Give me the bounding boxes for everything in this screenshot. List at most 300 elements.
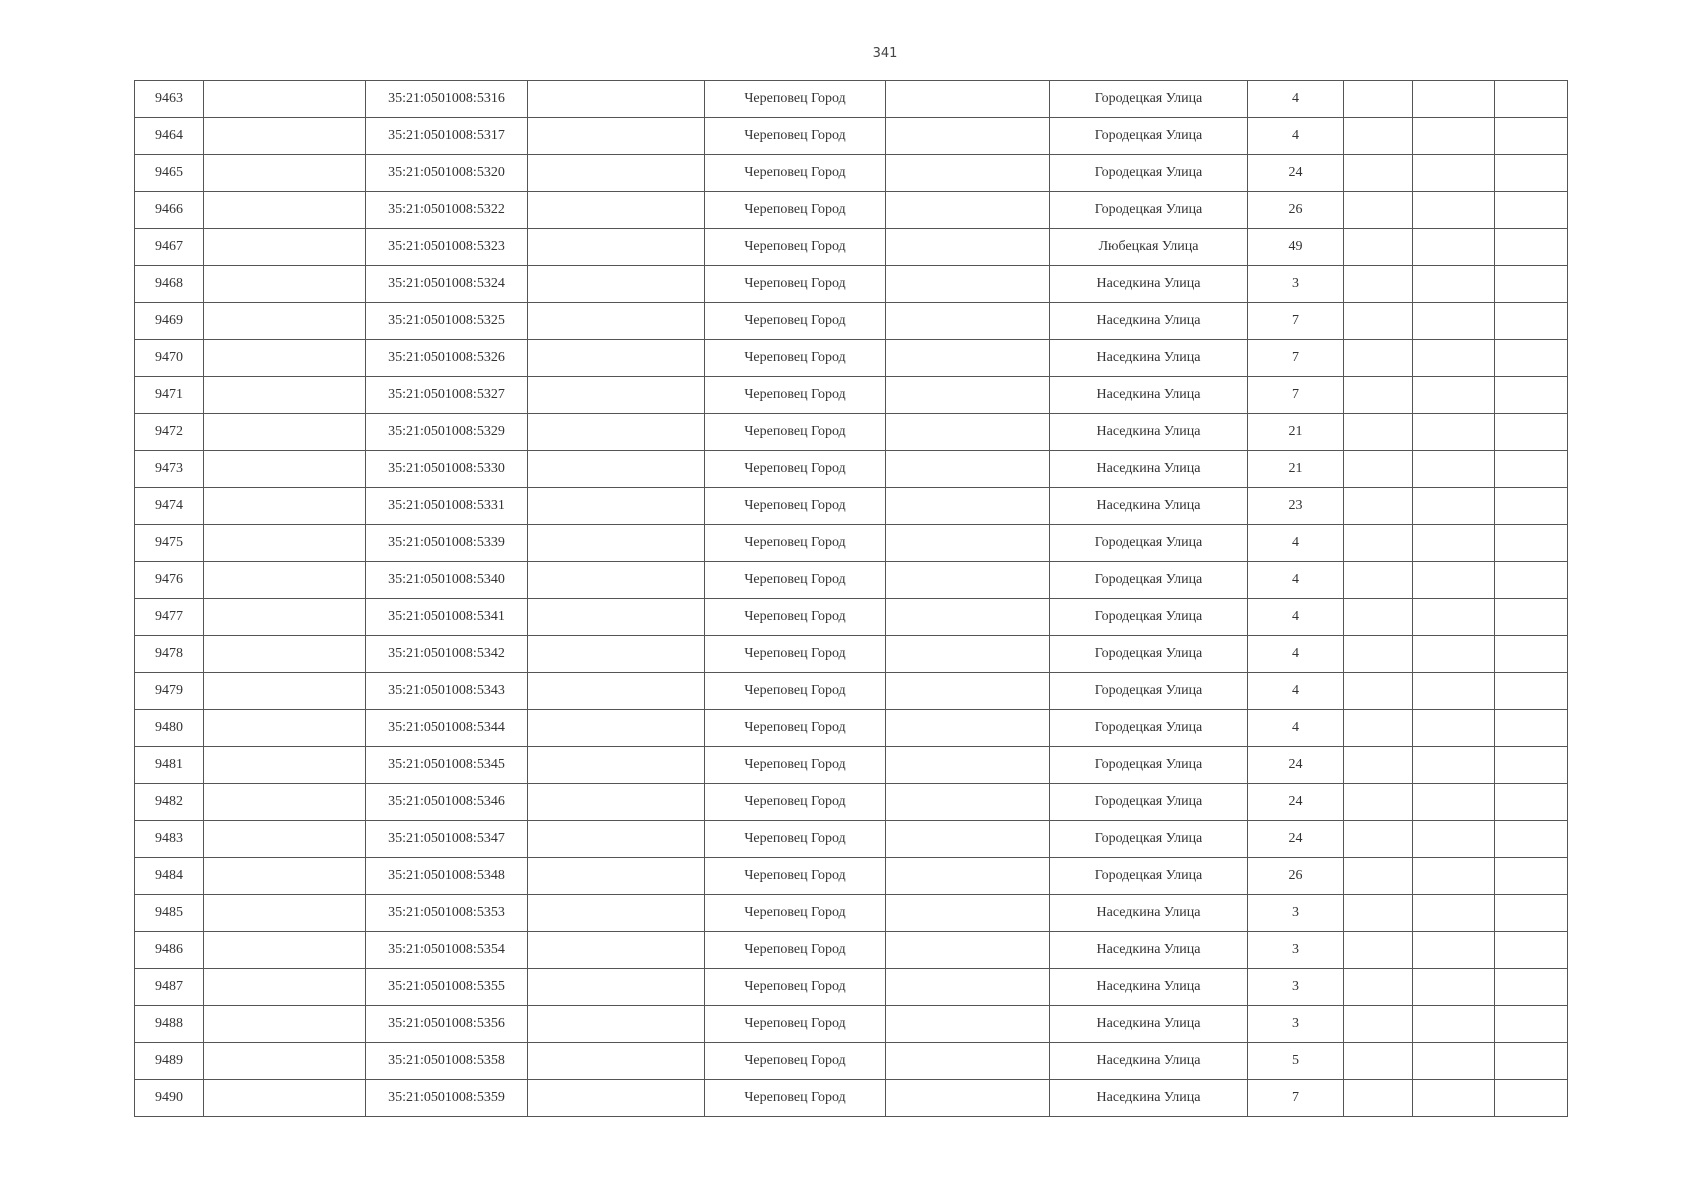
empty-cell [1413, 118, 1495, 155]
empty-cell [1495, 562, 1568, 599]
empty-cell [1413, 1006, 1495, 1043]
empty-cell [1344, 192, 1413, 229]
empty-cell [886, 1006, 1050, 1043]
city-cell: Череповец Город [705, 710, 886, 747]
empty-cell [1413, 340, 1495, 377]
empty-cell [886, 932, 1050, 969]
empty-cell [886, 192, 1050, 229]
empty-cell [528, 81, 705, 118]
cadastral-number-cell: 35:21:0501008:5359 [366, 1080, 528, 1117]
empty-cell [1413, 858, 1495, 895]
row-number-cell: 9480 [135, 710, 204, 747]
row-number-cell: 9465 [135, 155, 204, 192]
empty-cell [886, 266, 1050, 303]
empty-cell [204, 673, 366, 710]
empty-cell [1344, 747, 1413, 784]
city-cell: Череповец Город [705, 488, 886, 525]
empty-cell [1344, 636, 1413, 673]
table-row [135, 784, 1568, 821]
street-cell: Наседкина Улица [1050, 303, 1248, 340]
house-number-cell: 4 [1248, 710, 1344, 747]
table-row [135, 377, 1568, 414]
empty-cell [1413, 1043, 1495, 1080]
empty-cell [204, 192, 366, 229]
city-cell: Череповец Город [705, 636, 886, 673]
empty-cell [1344, 673, 1413, 710]
empty-cell [1344, 81, 1413, 118]
city-cell: Череповец Город [705, 1080, 886, 1117]
row-number-cell: 9463 [135, 81, 204, 118]
city-cell: Череповец Город [705, 229, 886, 266]
empty-cell [1495, 340, 1568, 377]
empty-cell [528, 377, 705, 414]
empty-cell [204, 1080, 366, 1117]
empty-cell [528, 1006, 705, 1043]
empty-cell [1413, 969, 1495, 1006]
cadastral-number-cell: 35:21:0501008:5358 [366, 1043, 528, 1080]
empty-cell [1495, 599, 1568, 636]
city-cell: Череповец Город [705, 932, 886, 969]
empty-cell [1344, 562, 1413, 599]
city-cell: Череповец Город [705, 525, 886, 562]
empty-cell [204, 562, 366, 599]
street-cell: Наседкина Улица [1050, 340, 1248, 377]
house-number-cell: 24 [1248, 155, 1344, 192]
empty-cell [204, 118, 366, 155]
city-cell: Череповец Город [705, 192, 886, 229]
city-cell: Череповец Город [705, 821, 886, 858]
empty-cell [204, 784, 366, 821]
row-number-cell: 9477 [135, 599, 204, 636]
empty-cell [1495, 192, 1568, 229]
table-row [135, 821, 1568, 858]
city-cell: Череповец Город [705, 673, 886, 710]
empty-cell [1413, 710, 1495, 747]
empty-cell [528, 673, 705, 710]
city-cell: Череповец Город [705, 414, 886, 451]
empty-cell [204, 895, 366, 932]
empty-cell [886, 377, 1050, 414]
table-row [135, 1006, 1568, 1043]
empty-cell [1344, 488, 1413, 525]
empty-cell [1413, 488, 1495, 525]
empty-cell [886, 155, 1050, 192]
empty-cell [528, 488, 705, 525]
street-cell: Наседкина Улица [1050, 451, 1248, 488]
empty-cell [528, 821, 705, 858]
empty-cell [1344, 414, 1413, 451]
empty-cell [1495, 1080, 1568, 1117]
house-number-cell: 3 [1248, 969, 1344, 1006]
empty-cell [528, 784, 705, 821]
empty-cell [204, 451, 366, 488]
table-row [135, 932, 1568, 969]
empty-cell [204, 747, 366, 784]
cadastral-number-cell: 35:21:0501008:5322 [366, 192, 528, 229]
street-cell: Городецкая Улица [1050, 562, 1248, 599]
row-number-cell: 9484 [135, 858, 204, 895]
empty-cell [1344, 821, 1413, 858]
cadastral-number-cell: 35:21:0501008:5326 [366, 340, 528, 377]
empty-cell [528, 562, 705, 599]
row-number-cell: 9485 [135, 895, 204, 932]
table-row [135, 266, 1568, 303]
row-number-cell: 9486 [135, 932, 204, 969]
row-number-cell: 9488 [135, 1006, 204, 1043]
empty-cell [886, 562, 1050, 599]
street-cell: Наседкина Улица [1050, 1043, 1248, 1080]
empty-cell [1344, 895, 1413, 932]
row-number-cell: 9476 [135, 562, 204, 599]
city-cell: Череповец Город [705, 377, 886, 414]
table-row [135, 599, 1568, 636]
empty-cell [1413, 451, 1495, 488]
empty-cell [528, 932, 705, 969]
empty-cell [1413, 895, 1495, 932]
table-row [135, 969, 1568, 1006]
cadastral-number-cell: 35:21:0501008:5354 [366, 932, 528, 969]
cadastral-number-cell: 35:21:0501008:5347 [366, 821, 528, 858]
table-body [135, 81, 1568, 1117]
street-cell: Наседкина Улица [1050, 1080, 1248, 1117]
empty-cell [886, 81, 1050, 118]
empty-cell [1344, 525, 1413, 562]
empty-cell [1495, 1043, 1568, 1080]
street-cell: Городецкая Улица [1050, 155, 1248, 192]
house-number-cell: 7 [1248, 303, 1344, 340]
row-number-cell: 9475 [135, 525, 204, 562]
empty-cell [204, 1043, 366, 1080]
empty-cell [886, 451, 1050, 488]
empty-cell [204, 229, 366, 266]
city-cell: Череповец Город [705, 303, 886, 340]
city-cell: Череповец Город [705, 451, 886, 488]
cadastral-number-cell: 35:21:0501008:5344 [366, 710, 528, 747]
empty-cell [1344, 710, 1413, 747]
empty-cell [528, 895, 705, 932]
empty-cell [886, 229, 1050, 266]
cadastral-number-cell: 35:21:0501008:5355 [366, 969, 528, 1006]
street-cell: Городецкая Улица [1050, 81, 1248, 118]
empty-cell [204, 599, 366, 636]
house-number-cell: 4 [1248, 525, 1344, 562]
cadastral-number-cell: 35:21:0501008:5330 [366, 451, 528, 488]
empty-cell [204, 155, 366, 192]
row-number-cell: 9489 [135, 1043, 204, 1080]
empty-cell [1495, 969, 1568, 1006]
row-number-cell: 9467 [135, 229, 204, 266]
empty-cell [204, 488, 366, 525]
city-cell: Череповец Город [705, 747, 886, 784]
house-number-cell: 4 [1248, 636, 1344, 673]
city-cell: Череповец Город [705, 81, 886, 118]
house-number-cell: 24 [1248, 821, 1344, 858]
empty-cell [1344, 266, 1413, 303]
table-row [135, 118, 1568, 155]
cadastral-number-cell: 35:21:0501008:5323 [366, 229, 528, 266]
register-table [134, 80, 1568, 1117]
empty-cell [1344, 784, 1413, 821]
empty-cell [528, 266, 705, 303]
row-number-cell: 9468 [135, 266, 204, 303]
empty-cell [1344, 118, 1413, 155]
empty-cell [886, 303, 1050, 340]
house-number-cell: 49 [1248, 229, 1344, 266]
street-cell: Наседкина Улица [1050, 895, 1248, 932]
street-cell: Городецкая Улица [1050, 858, 1248, 895]
cadastral-number-cell: 35:21:0501008:5325 [366, 303, 528, 340]
empty-cell [886, 673, 1050, 710]
empty-cell [1344, 599, 1413, 636]
empty-cell [886, 414, 1050, 451]
empty-cell [528, 636, 705, 673]
house-number-cell: 3 [1248, 266, 1344, 303]
empty-cell [1495, 784, 1568, 821]
empty-cell [1344, 377, 1413, 414]
row-number-cell: 9474 [135, 488, 204, 525]
row-number-cell: 9483 [135, 821, 204, 858]
empty-cell [1495, 266, 1568, 303]
house-number-cell: 7 [1248, 1080, 1344, 1117]
table-row [135, 1043, 1568, 1080]
empty-cell [528, 451, 705, 488]
row-number-cell: 9464 [135, 118, 204, 155]
city-cell: Череповец Город [705, 1043, 886, 1080]
empty-cell [204, 710, 366, 747]
empty-cell [886, 821, 1050, 858]
table-row [135, 192, 1568, 229]
empty-cell [1344, 155, 1413, 192]
empty-cell [1495, 118, 1568, 155]
table-row [135, 414, 1568, 451]
empty-cell [886, 710, 1050, 747]
house-number-cell: 26 [1248, 858, 1344, 895]
empty-cell [204, 821, 366, 858]
cadastral-number-cell: 35:21:0501008:5340 [366, 562, 528, 599]
row-number-cell: 9469 [135, 303, 204, 340]
empty-cell [1495, 821, 1568, 858]
house-number-cell: 23 [1248, 488, 1344, 525]
city-cell: Череповец Город [705, 599, 886, 636]
table-row [135, 747, 1568, 784]
empty-cell [1344, 451, 1413, 488]
house-number-cell: 21 [1248, 451, 1344, 488]
empty-cell [1413, 673, 1495, 710]
empty-cell [1495, 414, 1568, 451]
empty-cell [1495, 710, 1568, 747]
empty-cell [528, 414, 705, 451]
empty-cell [204, 525, 366, 562]
empty-cell [528, 303, 705, 340]
table-row [135, 340, 1568, 377]
table-row [135, 488, 1568, 525]
empty-cell [528, 525, 705, 562]
empty-cell [528, 155, 705, 192]
house-number-cell: 7 [1248, 377, 1344, 414]
empty-cell [1344, 858, 1413, 895]
table-row [135, 81, 1568, 118]
row-number-cell: 9472 [135, 414, 204, 451]
house-number-cell: 3 [1248, 895, 1344, 932]
house-number-cell: 7 [1248, 340, 1344, 377]
empty-cell [886, 895, 1050, 932]
table-row [135, 1080, 1568, 1117]
street-cell: Городецкая Улица [1050, 784, 1248, 821]
street-cell: Городецкая Улица [1050, 192, 1248, 229]
house-number-cell: 4 [1248, 599, 1344, 636]
cadastral-number-cell: 35:21:0501008:5356 [366, 1006, 528, 1043]
empty-cell [886, 969, 1050, 1006]
empty-cell [204, 414, 366, 451]
row-number-cell: 9479 [135, 673, 204, 710]
street-cell: Наседкина Улица [1050, 932, 1248, 969]
city-cell: Череповец Город [705, 858, 886, 895]
cadastral-number-cell: 35:21:0501008:5342 [366, 636, 528, 673]
house-number-cell: 3 [1248, 1006, 1344, 1043]
empty-cell [1495, 377, 1568, 414]
empty-cell [886, 858, 1050, 895]
street-cell: Любецкая Улица [1050, 229, 1248, 266]
empty-cell [1413, 414, 1495, 451]
street-cell: Городецкая Улица [1050, 821, 1248, 858]
empty-cell [204, 932, 366, 969]
empty-cell [1495, 1006, 1568, 1043]
cadastral-number-cell: 35:21:0501008:5329 [366, 414, 528, 451]
empty-cell [1495, 673, 1568, 710]
empty-cell [528, 118, 705, 155]
empty-cell [1413, 525, 1495, 562]
empty-cell [1344, 932, 1413, 969]
cadastral-number-cell: 35:21:0501008:5327 [366, 377, 528, 414]
empty-cell [1495, 932, 1568, 969]
row-number-cell: 9471 [135, 377, 204, 414]
empty-cell [1413, 932, 1495, 969]
empty-cell [886, 488, 1050, 525]
empty-cell [204, 340, 366, 377]
empty-cell [1495, 81, 1568, 118]
house-number-cell: 3 [1248, 932, 1344, 969]
empty-cell [1344, 340, 1413, 377]
empty-cell [1344, 1006, 1413, 1043]
table-row [135, 303, 1568, 340]
house-number-cell: 4 [1248, 562, 1344, 599]
table-row [135, 562, 1568, 599]
empty-cell [1344, 229, 1413, 266]
table-row [135, 525, 1568, 562]
empty-cell [1495, 858, 1568, 895]
empty-cell [1413, 636, 1495, 673]
cadastral-number-cell: 35:21:0501008:5348 [366, 858, 528, 895]
empty-cell [1413, 784, 1495, 821]
empty-cell [204, 377, 366, 414]
empty-cell [1413, 1080, 1495, 1117]
empty-cell [1495, 229, 1568, 266]
street-cell: Наседкина Улица [1050, 969, 1248, 1006]
empty-cell [886, 599, 1050, 636]
cadastral-number-cell: 35:21:0501008:5317 [366, 118, 528, 155]
empty-cell [204, 1006, 366, 1043]
house-number-cell: 5 [1248, 1043, 1344, 1080]
cadastral-number-cell: 35:21:0501008:5316 [366, 81, 528, 118]
street-cell: Городецкая Улица [1050, 673, 1248, 710]
street-cell: Городецкая Улица [1050, 636, 1248, 673]
row-number-cell: 9466 [135, 192, 204, 229]
empty-cell [1495, 525, 1568, 562]
empty-cell [1344, 303, 1413, 340]
empty-cell [1413, 192, 1495, 229]
city-cell: Череповец Город [705, 895, 886, 932]
row-number-cell: 9482 [135, 784, 204, 821]
row-number-cell: 9470 [135, 340, 204, 377]
street-cell: Городецкая Улица [1050, 747, 1248, 784]
empty-cell [1495, 155, 1568, 192]
empty-cell [1413, 303, 1495, 340]
cadastral-number-cell: 35:21:0501008:5343 [366, 673, 528, 710]
table-row [135, 858, 1568, 895]
empty-cell [1413, 155, 1495, 192]
empty-cell [204, 266, 366, 303]
row-number-cell: 9490 [135, 1080, 204, 1117]
empty-cell [528, 229, 705, 266]
empty-cell [1413, 266, 1495, 303]
empty-cell [204, 858, 366, 895]
row-number-cell: 9487 [135, 969, 204, 1006]
cadastral-number-cell: 35:21:0501008:5339 [366, 525, 528, 562]
cadastral-number-cell: 35:21:0501008:5353 [366, 895, 528, 932]
city-cell: Череповец Город [705, 155, 886, 192]
cadastral-number-cell: 35:21:0501008:5346 [366, 784, 528, 821]
empty-cell [528, 192, 705, 229]
house-number-cell: 26 [1248, 192, 1344, 229]
city-cell: Череповец Город [705, 969, 886, 1006]
empty-cell [528, 1080, 705, 1117]
table-row [135, 673, 1568, 710]
table-row [135, 155, 1568, 192]
empty-cell [1495, 895, 1568, 932]
street-cell: Городецкая Улица [1050, 599, 1248, 636]
cadastral-number-cell: 35:21:0501008:5324 [366, 266, 528, 303]
empty-cell [886, 636, 1050, 673]
table-row [135, 636, 1568, 673]
empty-cell [528, 340, 705, 377]
empty-cell [886, 340, 1050, 377]
house-number-cell: 24 [1248, 747, 1344, 784]
city-cell: Череповец Город [705, 340, 886, 377]
table-row [135, 229, 1568, 266]
empty-cell [204, 81, 366, 118]
empty-cell [886, 747, 1050, 784]
city-cell: Череповец Город [705, 562, 886, 599]
row-number-cell: 9478 [135, 636, 204, 673]
empty-cell [1413, 821, 1495, 858]
empty-cell [1413, 599, 1495, 636]
cadastral-number-cell: 35:21:0501008:5320 [366, 155, 528, 192]
empty-cell [1413, 562, 1495, 599]
empty-cell [1495, 303, 1568, 340]
house-number-cell: 4 [1248, 673, 1344, 710]
empty-cell [528, 747, 705, 784]
empty-cell [886, 1080, 1050, 1117]
empty-cell [1413, 377, 1495, 414]
empty-cell [1413, 747, 1495, 784]
street-cell: Наседкина Улица [1050, 488, 1248, 525]
cadastral-number-cell: 35:21:0501008:5331 [366, 488, 528, 525]
empty-cell [1344, 1080, 1413, 1117]
street-cell: Городецкая Улица [1050, 525, 1248, 562]
empty-cell [528, 710, 705, 747]
empty-cell [528, 969, 705, 1006]
empty-cell [528, 1043, 705, 1080]
